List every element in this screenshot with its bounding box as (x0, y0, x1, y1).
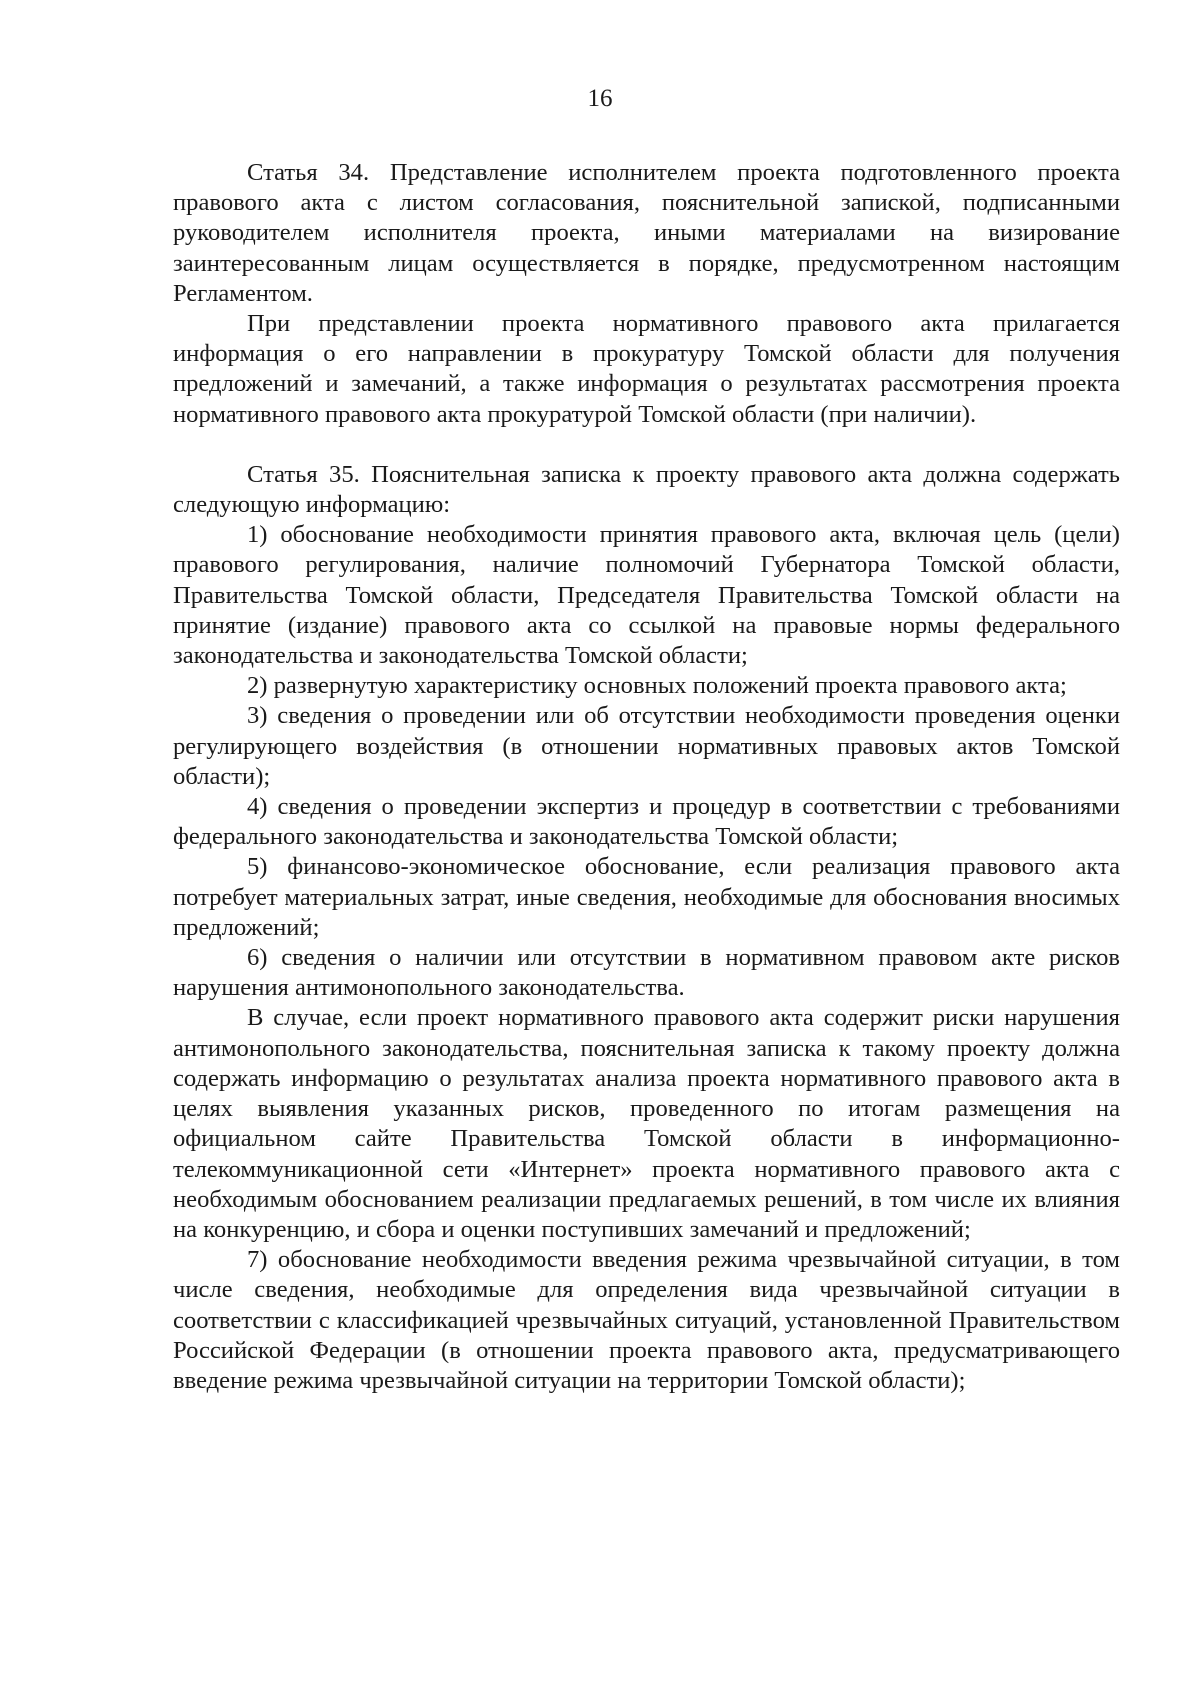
page-number: 16 (587, 85, 613, 112)
list-item-6: 6) сведения о наличии или отсутствии в нормативном правовом акте рисков нарушения антимонопольного законодательства. (173, 944, 1120, 1002)
list-item-2: 2) развернутую характеристику основных положений проекта правового акта; (247, 672, 1067, 700)
antimonopoly-risk-paragraph: В случае, если проект нормативного правового акта содержит риски нарушения антимонопольного законодательства, пояснительная записка к такому проекту должна содержать информацию о результатах анализа проекта нормативного правового акта в целях выявления указанных рисков, проведенного по итогам размещения на официальном сайте Правительства Томской области в информационно-телекоммуникационной сети «Интернет» проекта нормативного правового акта с необходимым обоснованием реализации предлагаемых решений, в том числе их влияния на конкуренцию, и сбора и оценки поступивших замечаний и предложений; (173, 1004, 1120, 1243)
document-body (173, 158, 1120, 1396)
list-item-7: 7) обоснование необходимости введения режима чрезвычайной ситуации, в том числе сведения, необходимые для определения вида чрезвычайной ситуации в соответствии с классификацией чрезвычайных ситуаций, установленной Правительством Российской Федерации (в отношении проекта правового акта, предусматривающего введение режима чрезвычайной ситуации на территории Томской области); (173, 1246, 1120, 1394)
list-item-5: 5) финансово-экономическое обоснование, если реализация правового акта потребует материальных затрат, иные сведения, необходимые для обоснования вносимых предложений; (173, 853, 1120, 941)
section-gap (173, 430, 1120, 460)
article-35-intro: Статья 35. Пояснительная записка к проекту правового акта должна содержать следующую информацию: (173, 460, 1120, 519)
list-item-4: 4) сведения о проведении экспертиз и процедур в соответствии с требованиями федерального законодательства и законодательства Томской области; (173, 793, 1120, 851)
list-item-1: 1) обоснование необходимости принятия правового акта, включая цель (цели) правового регулирования, наличие полномочий Губернатора Томской области, Правительства Томской области, Председателя Правительства Томской области на принятие (издание) правового акта со ссылкой на правовые нормы федерального законодательства и законодательства Томской области; (173, 521, 1120, 670)
article-34-paragraph: Статья 34. Представление исполнителем проекта подготовленного проекта правового акта с листом согласования, пояснительной запиской, подписанными руководителем исполнителя проекта, иными материалами на визирование заинтересованным лицам осуществляется в порядке, предусмотренном настоящим Регламентом. (173, 159, 1120, 307)
article-34-attachment-paragraph: При представлении проекта нормативного правового акта прилагается информация о его направлении в прокуратуру Томской области для получения предложений и замечаний, а также информация о результатах рассмотрения проекта нормативного правового акта прокуратурой Томской области (при наличии). (173, 310, 1120, 428)
list-item-3: 3) сведения о проведении или об отсутствии необходимости проведения оценки регулирующего воздействия (в отношении нормативных правовых актов Томской области); (173, 702, 1120, 790)
